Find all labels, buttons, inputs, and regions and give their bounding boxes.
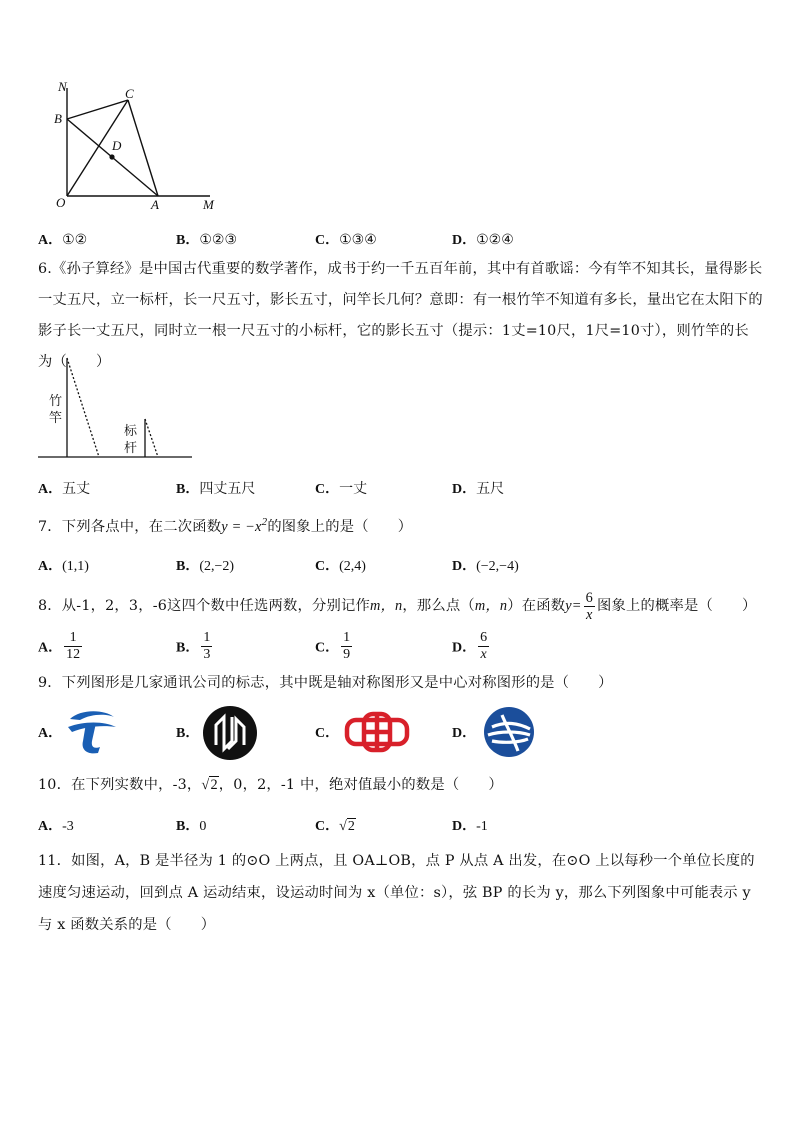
label-c: C (125, 86, 134, 101)
label-b: B (54, 111, 62, 126)
label-o: O (56, 195, 66, 210)
q5-option-a[interactable]: A．①② (38, 232, 88, 248)
q9-option-c[interactable]: C． (315, 726, 340, 741)
q7-option-a[interactable]: A．(1,1) (38, 559, 89, 574)
q9-text: 9．下列图形是几家通讯公司的标志，其中既是轴对称图形又是中心对称图形的是（ ） (38, 675, 613, 691)
stick-label-2: 杆 (124, 441, 138, 456)
q7-option-d[interactable]: D．(−2,−4) (452, 559, 519, 574)
q5-option-d[interactable]: D．①②④ (452, 232, 514, 248)
q7-formula: $y = -x^2$ (221, 516, 268, 535)
q10-text: 10．在下列实数中，-3，√2，0，2，-1 中，绝对值最小的数是（ ） (38, 777, 503, 793)
label-d: D (112, 138, 122, 153)
q11-text: 11．如图，A，B 是半径为 1 的⊙O 上两点，且 OA⊥OB，点 P 从点 A 出发，在⊙O 上以每秒一个单位长度的速度匀速运动，回到点 A 运动结束，设运动时间为 x（单位：s），弦 BP 的长为 y，那么下列图象中可能表示 y 与 x 函数关系的是（ ） (38, 853, 755, 933)
china-unicom-knot-logo-icon (342, 708, 412, 756)
pole-label-1: 竹 (49, 394, 63, 409)
q8-option-c[interactable]: C． $\frac{1}{9}$ (315, 630, 351, 662)
q6-option-a[interactable]: A．五丈 (38, 481, 91, 497)
label-n: N (58, 79, 67, 94)
china-mobile-logo-icon (482, 705, 536, 759)
q8-function-fraction: $\frac{6}{x}$ (585, 589, 593, 623)
china-telecom-logo-icon (64, 705, 118, 755)
pole-label-2: 竿 (49, 411, 63, 426)
q8-option-b[interactable]: B． $\frac{1}{3}$ (176, 630, 211, 662)
q6-text: 6.《孙子算经》是中国古代重要的数学著作，成书于约一千五百年前，其中有首歌谣：今有竿不知其长，量得影长一丈五尺，立一标杆，长一尺五寸，影长五寸，问竿长几何？意即：有一根竹竿不知道有多长，量出它在太阳下的影子长一丈五尺，同时立一根一尺五寸的小标杆，它的影长五寸（提示：1丈=10尺，1尺=10寸），则竹竿的长为（ ） (38, 261, 763, 370)
bamboo-shadow-ray (67, 358, 99, 457)
q10-option-c[interactable]: C．√2 (315, 819, 355, 834)
stick-label-1: 标 (124, 424, 138, 439)
q6-option-c[interactable]: C．一丈 (315, 481, 368, 497)
marker-shadow-ray (145, 419, 158, 457)
q10-sqrt: √2 (201, 777, 218, 793)
label-m: M (203, 197, 214, 212)
q5-option-b[interactable]: B．①②③ (176, 232, 237, 248)
q9-option-a[interactable]: A． (38, 726, 63, 741)
q9-option-d[interactable]: D． (452, 726, 477, 741)
bamboo-shadow-figure (36, 352, 196, 462)
segment-bc (67, 100, 128, 119)
q10-option-a[interactable]: A．-3 (38, 819, 74, 834)
q9-option-b[interactable]: B． (176, 726, 200, 741)
q7-option-c[interactable]: C．(2,4) (315, 559, 366, 574)
q8-option-d[interactable]: D． $\frac{6}{x}$ (452, 630, 488, 662)
black-circle-logo-icon (202, 705, 258, 761)
label-a: A (151, 197, 159, 212)
q7-text: 7．下列各点中，在二次函数$y = -x^2$的图象上的是（ ） (38, 516, 413, 535)
q5-option-c[interactable]: C．①③④ (315, 232, 377, 248)
q10-option-b[interactable]: B．0 (176, 819, 207, 834)
q8-text: 8．从-1，2，3，-6这四个数中任选两数，分别记作m，n，那么点（m，n）在函数y= $\frac{6}{x}$ 图象上的概率是（ ） (38, 589, 757, 623)
q10-option-d[interactable]: D．-1 (452, 819, 488, 834)
point-d (109, 154, 114, 159)
q6-option-d[interactable]: D．五尺 (452, 481, 505, 497)
q6-option-b[interactable]: B．四丈五尺 (176, 481, 256, 497)
segment-ca (128, 100, 158, 196)
q8-option-a[interactable]: A． $\frac{1}{12}$ (38, 630, 81, 662)
q7-option-b[interactable]: B．(2,−2) (176, 559, 235, 574)
geometry-figure (50, 78, 230, 213)
